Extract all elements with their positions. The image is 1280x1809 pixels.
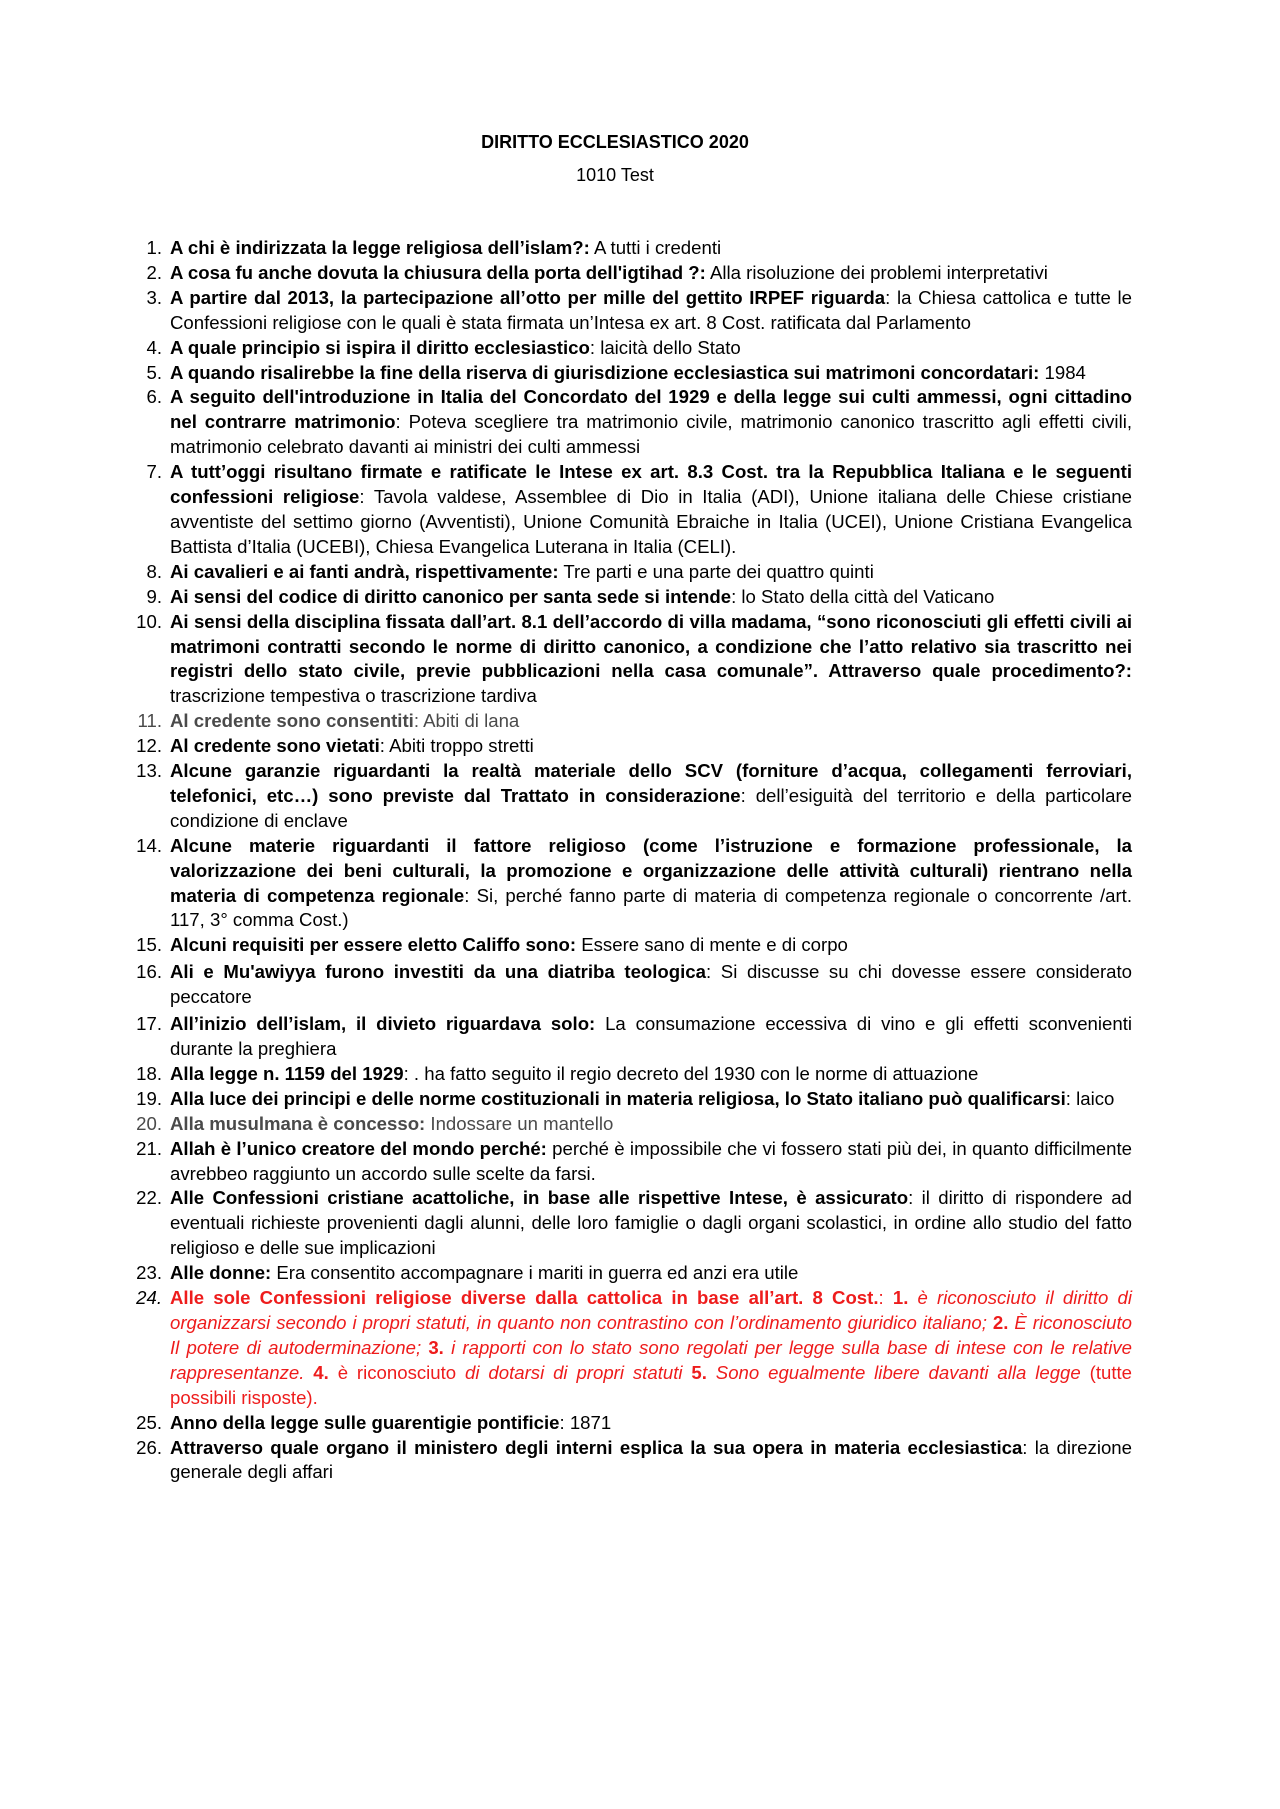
list-item <box>128 1062 1132 1087</box>
answer-text: : la Chiesa cattolica e tutte le Confessioni religiose con le quali è stata firmata un’Intesa ex art. 8 Cost. ratificata dal Parlamento <box>170 286 1133 333</box>
option-number: 3. <box>428 1336 444 1358</box>
item-number: 22. <box>136 1187 162 1209</box>
answer-text: trascrizione tempestiva o trascrizione tardiva <box>170 685 537 707</box>
list-item <box>128 1012 1132 1062</box>
answer-text: perché è impossibile che vi fossero stati più dei, in quanto difficilmente avrebbeo raggiunto un accordo sulle scelte da farsi. <box>170 1137 1132 1184</box>
question-text: A seguito dell'introduzione in Italia del Concordato del 1929 e della legge sui culti ammessi, ogni cittadino nel contrarre matrimonio <box>170 386 1132 433</box>
option-text: di dotarsi di propri statuti <box>456 1361 692 1383</box>
list-item <box>128 933 1132 958</box>
option-text: Sono egualmente libere davanti alla legge <box>706 1361 1081 1383</box>
answer-text: : laico <box>1065 1087 1115 1109</box>
list-item <box>128 385 1132 460</box>
list-item <box>128 560 1132 585</box>
item-number: 25. <box>136 1411 162 1433</box>
list-item <box>128 734 1132 759</box>
option-number: 5. <box>691 1361 707 1383</box>
question-text: A partire dal 2013, la partecipazione all’otto per mille del gettito IRPEF riguarda <box>170 286 886 308</box>
question-text: Alla luce dei principi e delle norme costituzionali in materia religiosa, lo Stato italiano può qualificarsi <box>170 1087 1066 1109</box>
question-text: A quando risalirebbe la fine della riserva di giurisdizione ecclesiastica sui matrimoni concordatari: <box>170 361 1040 383</box>
item-number: 6. <box>146 386 162 408</box>
list-item <box>128 1186 1132 1261</box>
item-number: 12. <box>136 735 162 757</box>
list-item <box>128 1261 1132 1286</box>
list-item-highlighted <box>128 1286 1132 1411</box>
option-text: È riconosciuto Il potere di autoderminazione; <box>170 1311 1132 1358</box>
answer-text: Era consentito accompagnare i mariti in guerra ed anzi era utile <box>271 1262 799 1284</box>
item-number: 17. <box>136 1013 162 1035</box>
item-number: 16. <box>136 961 162 983</box>
answer-text: : Tavola valdese, Assemblee di Dio in Italia (ADI), Unione italiana delle Chiese cristiane avventiste del settimo giorno (Avventisti), Unione Comunità Ebraiche in Italia (UCEI), Unione Cristiana Evangelica Battista d’Italia (UCEBI), Chiesa Evangelica Luterana in Italia (CELI). <box>170 486 1132 557</box>
option-number: 1. <box>892 1287 909 1309</box>
list-item <box>128 834 1132 934</box>
question-list <box>128 236 1132 1485</box>
question-text: Ai sensi del codice di diritto canonico per santa sede si intende <box>170 585 732 607</box>
list-item <box>128 286 1132 336</box>
list-item <box>128 236 1132 261</box>
question-text: All’inizio dell’islam, il divieto riguardava solo: <box>170 1013 596 1035</box>
list-item <box>128 1411 1132 1436</box>
answer-text: : Poteva scegliere tra matrimonio civile, matrimonio canonico trascritto agli effetti civili, matrimonio celebrato davanti ai ministri dei culti ammessi <box>170 411 1132 458</box>
answer-separator: : <box>878 1287 893 1309</box>
item-number: 10. <box>136 610 162 632</box>
question-text: Al credente sono vietati <box>170 735 380 757</box>
item-number: 21. <box>136 1137 162 1159</box>
question-text: A cosa fu anche dovuta la chiusura della porta dell'igtihad ?: <box>170 261 706 283</box>
answer-text: : 1871 <box>559 1411 612 1433</box>
item-number: 7. <box>146 461 162 483</box>
item-number: 20. <box>136 1112 162 1134</box>
answer-text: 1984 <box>1039 361 1086 383</box>
question-text: Alle sole Confessioni religiose diverse dalla cattolica in base all’art. 8 Cost. <box>170 1287 879 1309</box>
item-number: 23. <box>136 1262 162 1284</box>
question-text: A chi è indirizzata la legge religiosa dell’islam?: <box>170 237 590 258</box>
item-number: 5. <box>146 361 162 383</box>
item-number: 4. <box>146 336 162 358</box>
option-note: (tutte possibili risposte). <box>170 1361 1132 1408</box>
document-subtitle: 1010 Test <box>576 165 654 185</box>
list-item <box>128 1137 1132 1187</box>
item-number: 13. <box>136 760 162 782</box>
list-item <box>128 585 1132 610</box>
option-text: è riconosciuto <box>328 1361 457 1383</box>
item-number: 19. <box>136 1087 162 1109</box>
question-text: Attraverso quale organo il ministero degli interni esplica la sua opera in materia ecclesiastica <box>170 1436 1023 1458</box>
question-text: Alle donne: <box>170 1262 272 1284</box>
item-number: 15. <box>136 934 162 956</box>
list-item <box>128 1436 1132 1486</box>
item-number: 26. <box>136 1436 162 1458</box>
list-item <box>128 960 1132 1010</box>
item-number: 9. <box>146 585 162 607</box>
answer-text: : Abiti di lana <box>413 710 520 732</box>
question-text: Alla musulmana è concesso: <box>170 1112 426 1134</box>
item-number: 24. <box>136 1287 162 1309</box>
answer-text: : . ha fatto seguito il regio decreto del 1930 con le norme di attuazione <box>403 1062 979 1084</box>
question-text: A quale principio si ispira il diritto ecclesiastico <box>170 336 590 358</box>
question-text: Ai cavalieri e ai fanti andrà, rispettivamente: <box>170 560 559 582</box>
question-text: Ai sensi della disciplina fissata dall’art. 8.1 dell’accordo di villa madama, “sono riconosciuti gli effetti civili ai matrimoni contratti secondo le norme di diritto canonico, a condizione che l’atto relativo sia trascritto nei registri dello stato civile, previe pubblicazioni nella casa comunale”. Attraverso quale procedimento?: <box>170 610 1132 682</box>
answer-text: : Abiti troppo stretti <box>379 735 534 757</box>
item-number: 11. <box>137 710 162 732</box>
list-item <box>128 1087 1132 1112</box>
question-text: Ali e Mu'awiyya furono investiti da una diatriba teologica <box>170 961 706 983</box>
answer-text: : lo Stato della città del Vaticano <box>731 585 995 607</box>
list-item <box>128 336 1132 361</box>
answer-text: A tutti i credenti <box>589 237 722 258</box>
item-number: 18. <box>136 1062 162 1084</box>
answer-text: : Si, perché fanno parte di materia di competenza regionale o concorrente /art. 117, 3° comma Cost.) <box>170 884 1133 931</box>
option-number: 2. <box>992 1311 1009 1333</box>
answer-text: Indossare un mantello <box>425 1112 614 1134</box>
answer-text: : Si discusse su chi dovesse essere considerato peccatore <box>170 961 1132 1008</box>
answer-text: Essere sano di mente e di corpo <box>576 934 848 956</box>
list-item <box>128 460 1132 560</box>
list-item <box>128 361 1132 386</box>
item-number: 1. <box>146 237 162 258</box>
item-number: 14. <box>136 834 162 856</box>
answer-text: Alla risoluzione dei problemi interpretativi <box>705 261 1048 283</box>
answer-text: : il diritto di rispondere ad eventuali richieste provenienti dagli alunni, delle loro famiglie o dagli organi scolastici, in ordine allo studio del fatto religioso e delle sue implicazioni <box>170 1187 1132 1259</box>
option-number: 4. <box>313 1361 329 1383</box>
answer-text: : laicità dello Stato <box>589 336 741 358</box>
option-text: è riconosciuto il diritto di organizzarsi secondo i propri statuti, in quanto non contrastino con l’ordinamento giuridico italiano; <box>170 1287 1132 1333</box>
question-text: Al credente sono consentiti <box>170 710 414 732</box>
answer-text: : la direzione generale degli affari <box>170 1436 1132 1483</box>
document-title: DIRITTO ECCLESIASTICO 2020 <box>481 132 749 152</box>
list-item <box>128 261 1132 286</box>
list-item <box>128 1112 1132 1137</box>
question-text: Anno della legge sulle guarentigie pontificie <box>170 1411 560 1433</box>
question-text: Alle Confessioni cristiane acattoliche, in base alle rispettive Intese, è assicurato <box>170 1187 909 1209</box>
answer-text: : dell’esiguità del territorio e della particolare condizione di enclave <box>170 784 1132 831</box>
item-number: 2. <box>146 261 162 283</box>
answer-text: La consumazione eccessiva di vino e gli effetti sconvenienti durante la preghiera <box>170 1013 1132 1059</box>
question-text: Alcune garanzie riguardanti la realtà materiale dello SCV (forniture d’acqua, collegamenti ferroviari, telefonici, etc…) sono previste dal Trattato in considerazione <box>170 760 1132 806</box>
list-item <box>128 610 1132 710</box>
item-number: 8. <box>146 560 162 582</box>
question-text: Alcuni requisiti per essere eletto Califfo sono: <box>170 934 577 956</box>
answer-text: Tre parti e una parte dei quattro quinti <box>558 560 874 582</box>
question-text: Alcune materie riguardanti il fattore religioso (come l’istruzione e formazione professionale, la valorizzazione dei beni culturali, la promozione e organizzazione delle attività culturali) rientrano nella materia di competenza regionale <box>170 834 1132 906</box>
item-number: 3. <box>146 286 162 308</box>
list-item <box>128 759 1132 834</box>
option-text: i rapporti con lo stato sono regolati per legge sulla base di intese con le relative rappresentanze. <box>170 1336 1132 1383</box>
question-text: Alla legge n. 1159 del 1929 <box>170 1062 404 1084</box>
question-text: A tutt’oggi risultano firmate e ratificate le Intese ex art. 8.3 Cost. tra la Repubblica Italiana e le seguenti confessioni religiose <box>170 461 1132 508</box>
list-item <box>128 709 1132 734</box>
question-text: Allah è l’unico creatore del mondo perché: <box>170 1137 547 1159</box>
